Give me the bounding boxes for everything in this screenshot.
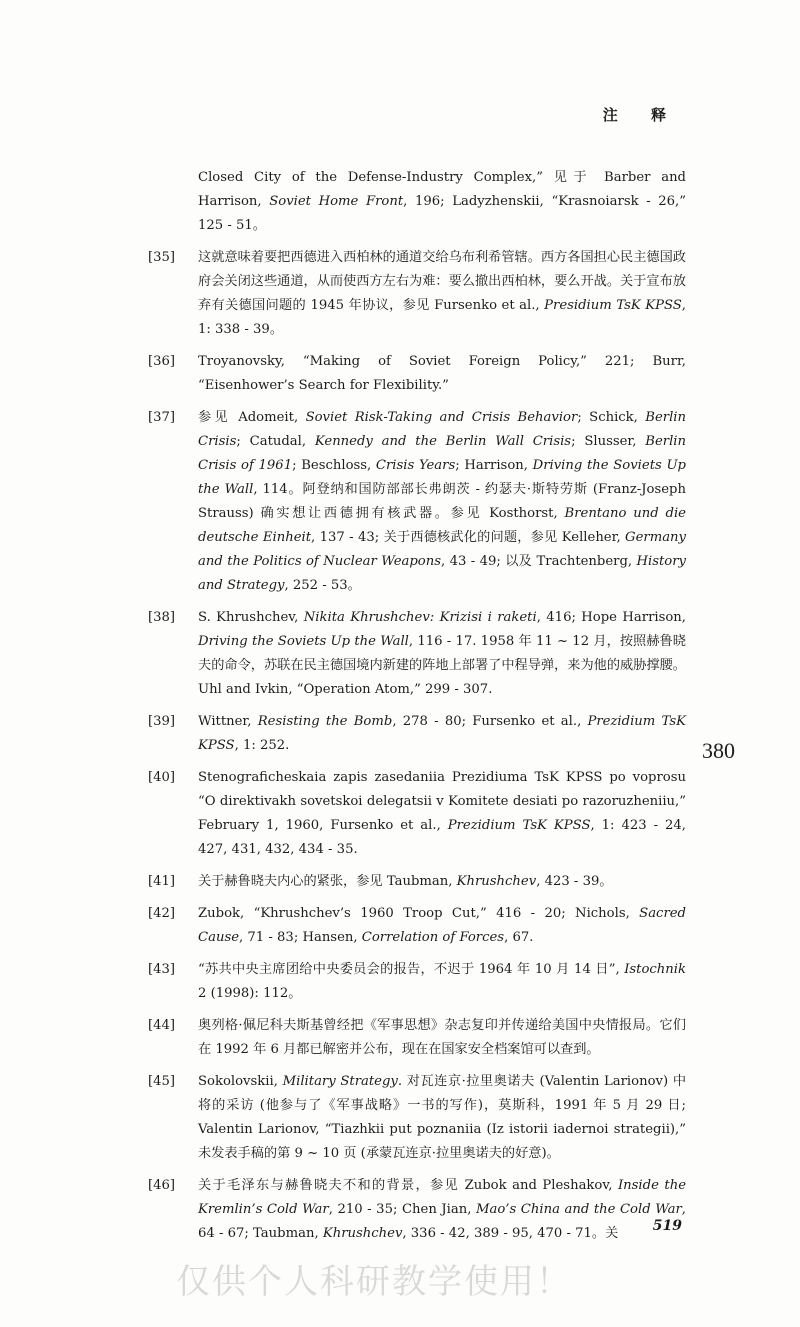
endnote-item: [148, 246, 686, 342]
endnote-text: 这就意味着要把西德进入西柏林的通道交给乌布利希管辖。西方各国担心民主德国政府会关闭这些通道，从而使西方左右为难：要么撤出西柏林，要么开战。关于宣布放弃有关德国问题的 1945 年协议，参见 Fursenko et al., Presidium TsK KPSS, 1: 338 - 39。: [198, 250, 686, 337]
endnote-text: Closed City of the Defense-Industry Complex,” 见于 Barber and Harrison, Soviet Home Front, 196; Ladyzhenskii, “Krasnoiarsk - 26,” 125 - 51。: [198, 170, 686, 233]
endnote-text: “苏共中央主席团给中央委员会的报告，不迟于 1964 年 10 月 14 日”, Istochnik 2 (1998): 112。: [198, 962, 686, 1001]
endnote-text: S. Khrushchev, Nikita Khrushchev: Krizisi i raketi, 416; Hope Harrison, Driving the Soviets Up the Wall, 116 - 17. 1958 年 11 ~ 12 月，按照赫鲁晓夫的命令，苏联在民主德国境内新建的阵地上部署了中程导弹，来为他的威胁撑腰。Uhl and Ivkin, “Operation Atom,” 299 - 307.: [198, 610, 686, 697]
endnote-item: [148, 350, 686, 398]
endnote-text: Troyanovsky, “Making of Soviet Foreign Policy,” 221; Burr, “Eisenhower’s Search for Flexibility.”: [198, 354, 686, 393]
endnote-text: 奥列格·佩尼科夫斯基曾经把《军事思想》杂志复印并传递给美国中央情报局。它们在 1992 年 6 月都已解密并公布，现在在国家安全档案馆可以查到。: [198, 1018, 686, 1057]
endnote-text: Sokolovskii, Military Strategy. 对瓦连京·拉里奥诺夫 (Valentin Larionov) 中将的采访 (他参与了《军事战略》一书的写作)，莫斯科，1991 年 5 月 29 日; Valentin Larionov, “Tiazhkii put poznaniia (Iz istorii iadernoi strategii),” 未发表手稿的第 9 ~ 10 页 (承蒙瓦连京·拉里奥诺夫的好意)。: [198, 1074, 687, 1161]
endnote-text: Zubok, “Khrushchev’s 1960 Troop Cut,” 416 - 20; Nichols, Sacred Cause, 71 - 83; Hansen, Correlation of Forces, 67.: [198, 906, 686, 945]
endnote-item: [148, 166, 686, 238]
endnote-number: [45]: [148, 1074, 176, 1089]
endnote-number: [35]: [148, 250, 176, 265]
endnote-number: [43]: [148, 962, 176, 977]
endnote-number: [38]: [148, 610, 176, 625]
endnote-number: [41]: [148, 874, 176, 889]
endnote-text: 参见 Adomeit, Soviet Risk-Taking and Crisis Behavior; Schick, Berlin Crisis; Catudal, Kennedy and the Berlin Wall Crisis; Slusser, Berlin Crisis of 1961; Beschloss, Crisis Years; Harrison, Driving the Soviets Up the Wall, 114。阿登纳和国防部部长弗朗茨 - 约瑟夫·斯特劳斯 (Franz-Joseph Strauss) 确实想让西德拥有核武器。参见 Kosthorst, Brentano und die deutsche Einheit, 137 - 43; 关于西德核武化的问题，参见 Kelleher, Germany and the Politics of Nuclear Weapons, 43 - 49; 以及 Trachtenberg, History and Strategy, 252 - 53。: [198, 410, 687, 593]
endnote-number: [39]: [148, 714, 176, 729]
endnote-number: [40]: [148, 770, 176, 785]
endnote-text: 关于赫鲁晓夫内心的紧张，参见 Taubman, Khrushchev, 423 - 39。: [198, 874, 613, 889]
endnote-item: [148, 1070, 686, 1166]
endnotes-list: [148, 166, 686, 1254]
endnote-item: [148, 958, 686, 1006]
endnote-item: [148, 1174, 686, 1246]
endnote-number: [42]: [148, 906, 176, 921]
page-number: 519: [652, 1218, 682, 1234]
endnote-item: [148, 710, 686, 758]
endnote-text: 关于毛泽东与赫鲁晓夫不和的背景，参见 Zubok and Pleshakov, Inside the Kremlin’s Cold War, 210 - 35; Chen Jian, Mao’s China and the Cold War, 64 - 67; Taubman, Khrushchev, 336 - 42, 389 - 95, 470 - 71。关: [198, 1178, 686, 1241]
endnote-item: [148, 870, 686, 894]
original-page-marker: 380: [702, 738, 735, 763]
endnote-item: [148, 902, 686, 950]
endnote-text: Stenograficheskaia zapis zasedaniia Prezidiuma TsK KPSS po voprosu “O direktivakh sovetskoi delegatsii v Komitete desiati po razoruzheniiu,” February 1, 1960, Fursenko et al., Prezidium TsK KPSS, 1: 423 - 24, 427, 431, 432, 434 - 35.: [198, 770, 686, 857]
endnote-item: [148, 606, 686, 702]
endnote-text: Wittner, Resisting the Bomb, 278 - 80; Fursenko et al., Prezidium TsK KPSS, 1: 252.: [198, 714, 686, 753]
watermark-text: 仅供个人科研教学使用！: [176, 1262, 572, 1302]
endnote-item: [148, 406, 686, 598]
endnote-item: [148, 766, 686, 862]
endnote-number: [46]: [148, 1178, 176, 1193]
endnote-number: [36]: [148, 354, 176, 369]
running-header: 注 释: [602, 106, 680, 124]
endnote-item: [148, 1014, 686, 1062]
endnote-number: [44]: [148, 1018, 176, 1033]
endnote-number: [37]: [148, 410, 176, 425]
